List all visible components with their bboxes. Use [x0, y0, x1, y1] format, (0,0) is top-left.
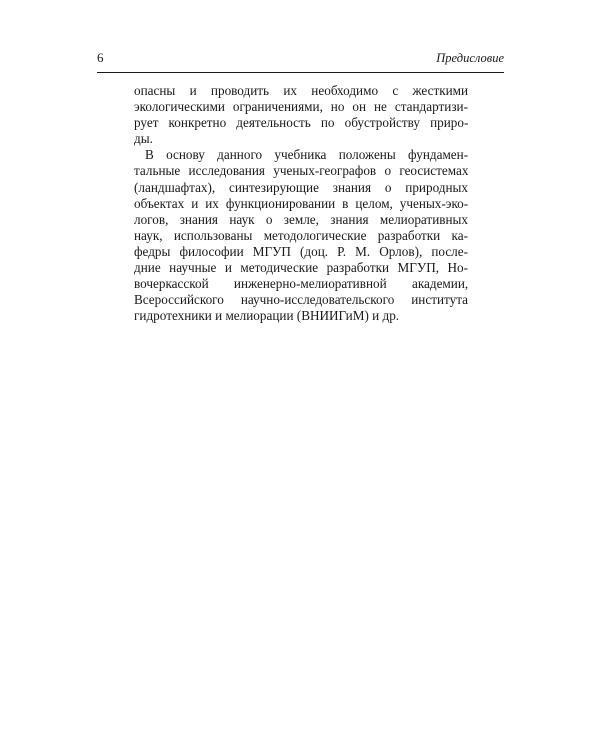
- paragraph-2: [134, 147, 468, 324]
- text-line: В основу данного учебника положены фундамен-: [145, 147, 469, 163]
- text-line: федры философии МГУП (доц. Р. М. Орлов), после-: [134, 243, 468, 259]
- text-line: опасны и проводить их необходимо с жесткими: [134, 83, 469, 98]
- text-line: Всероссийского научно-исследовательского института: [134, 292, 468, 308]
- text-line: тальные исследования ученых-географов о геосистемах: [134, 163, 469, 179]
- text-line: логов, знания наук о земле, знания мелиоративных: [134, 211, 468, 227]
- text-line: экологическими ограничениями, но он не стандартизи-: [134, 99, 468, 115]
- text-line: гидротехники и мелиорации (ВНИИГиМ) и др.: [134, 308, 400, 324]
- body-text: [134, 83, 468, 324]
- text-line: ды.: [134, 131, 153, 147]
- text-line: рует конкретно деятельность по обустройству приро-: [134, 115, 469, 131]
- text-line: дние научные и методические разработки МГУП, Но-: [134, 260, 468, 276]
- paragraph-1: [134, 83, 468, 147]
- text-line: (ландшафтах), синтезирующие знания о природных: [134, 179, 468, 195]
- text-line: вочеркасской инженерно-мелиоративной академии,: [134, 276, 469, 292]
- page-number: 6: [97, 50, 104, 65]
- text-line: наук, использованы методологические разработки ка-: [134, 227, 468, 243]
- text-line: объектах и их функционировании в целом, ученых-эко-: [134, 195, 469, 211]
- section-title: Предисловие: [436, 51, 504, 65]
- running-head: [97, 50, 504, 70]
- header-rule: [97, 72, 504, 73]
